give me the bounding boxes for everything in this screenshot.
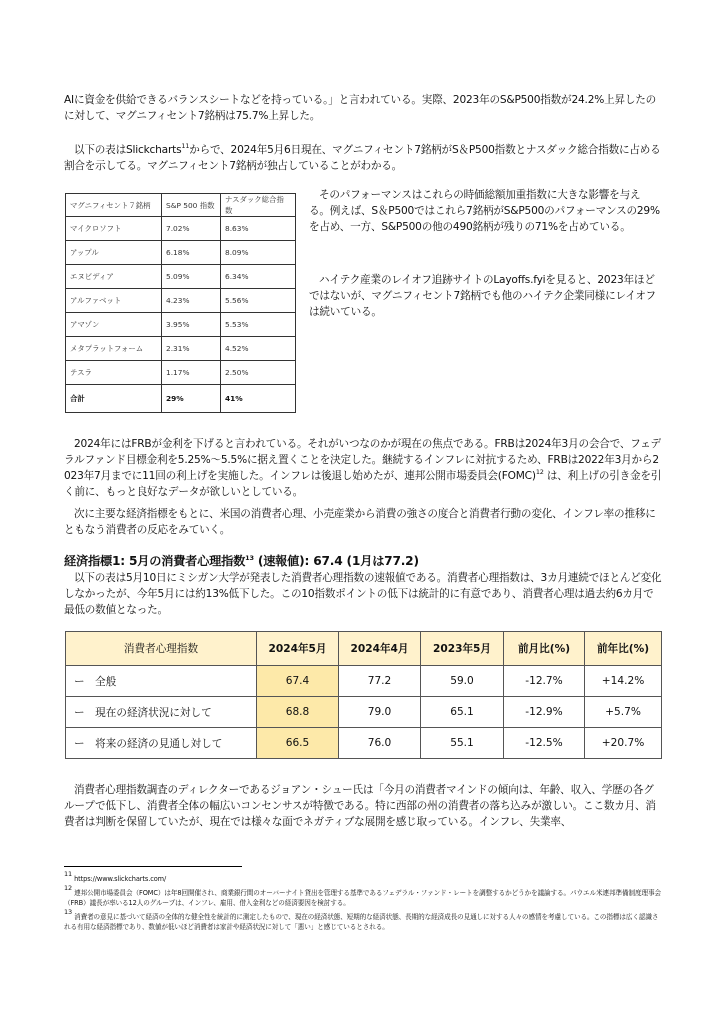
- row-label: ー 現在の経済状況に対して: [66, 697, 257, 728]
- cell: +14.2%: [585, 666, 662, 697]
- table-intro-text-cont: からで、2024年5月6日現在、マグニフィセント7銘柄がS＆P500指数とナスダック総合指数に占める割合を示してる。マグニフィセント7銘柄が独占していることがわかる。: [64, 144, 661, 172]
- heading-text: 経済指標1: 5月の消費者心理指数: [64, 554, 246, 568]
- cell: 65.1: [421, 697, 504, 728]
- cell: 55.1: [421, 728, 504, 759]
- cell: +5.7%: [585, 697, 662, 728]
- total-nasdaq: 41%: [221, 385, 296, 413]
- footnote-ref-12[interactable]: 12: [535, 468, 544, 476]
- header-cell: 消費者心理指数: [66, 632, 257, 666]
- total-label: 合計: [66, 385, 162, 413]
- frb-text-cont: は、利上げの引き金を引く前に、もっと良好なデータが欲しいとしている。: [64, 470, 662, 498]
- table-row: [66, 241, 296, 265]
- header-cell: 2023年5月: [421, 632, 504, 666]
- cell: 5.56%: [221, 289, 296, 313]
- table-intro-text: 以下の表はSlickcharts: [74, 144, 182, 156]
- cell: 8.09%: [221, 241, 296, 265]
- cell: 2.31%: [162, 337, 221, 361]
- cell: アマゾン: [66, 313, 162, 337]
- cell: 6.18%: [162, 241, 221, 265]
- cell-highlight: 67.4: [257, 666, 339, 697]
- footnote-divider: [64, 866, 242, 867]
- footnote-link[interactable]: https://www.slickcharts.com/: [74, 875, 167, 883]
- cell: 2.50%: [221, 361, 296, 385]
- layoffs-paragraph: [309, 272, 661, 320]
- cell: 76.0: [339, 728, 421, 759]
- cell: +20.7%: [585, 728, 662, 759]
- table-header-row: [66, 632, 662, 666]
- indicators-intro-text: 次に主要な経済指標をもとに、米国の消費者心理、小売産業から消費の強さの度合と消費者行動の変化、インフレ率の推移にともなう消費者の反応をみていく。: [64, 508, 656, 536]
- cell: 79.0: [339, 697, 421, 728]
- cell: アップル: [66, 241, 162, 265]
- table-row: [66, 697, 662, 728]
- cell: -12.5%: [504, 728, 585, 759]
- header-cell: 2024年4月: [339, 632, 421, 666]
- footnote-text: 連邦公開市場委員会（FOMC）は年8回開催され、商業銀行間のオーバーナイト貸出を管理する基準であるフェデラル・ファンド・レートを調整するかどうかを議論する。パウエル米連邦準備制度理事会（FRB）議長が率いる12人のグループは、インフレ、雇用、借入金利などの経済要因を検討する。: [64, 889, 661, 907]
- table-row: [66, 361, 296, 385]
- row-label: ー 将来の経済の見通し対して: [66, 728, 257, 759]
- cell: マイクロソフト: [66, 217, 162, 241]
- table-header-row: [66, 194, 296, 217]
- footnote-11: [64, 870, 662, 884]
- header-cell: 前年比(%): [585, 632, 662, 666]
- frb-paragraph: [64, 436, 662, 500]
- section-heading: [64, 552, 662, 569]
- table-row: [66, 289, 296, 313]
- layoffs-text: ハイテク産業のレイオフ追跡サイトのLayoffs.fyiを見ると、2023年ほどではないが、マグニフィセント7銘柄でも他のハイテク企業同様にレイオフは続いている。: [309, 274, 656, 318]
- director-quote-text: 消費者心理指数調査のディレクターであるジョアン・シュー氏は「今月の消費者マインドの傾向は、年齢、収入、学歴の各グループで低下し、消費者全体の幅広いコンセンサスが特徴である。特に西部の州の消費者の落ち込みが激しい。ここ数カ月、消費者は判断を保留していたが、現在では様々な面でネガティブな展開を感じ取っている。インフレ、失業率、: [64, 784, 656, 828]
- footnote-text: 消費者の意見に基づいて経済の全体的な健全性を統計的に測定したもので、現在の経済状態、短期的な経済状態、長期的な経済成長の見通しに対する人々の感情を考慮している。この指標は広く認識される有用な経済指標であり、数値が低いほど消費者は家計や経済状況に対して「悪い」と感じているとされる。: [64, 913, 659, 931]
- header-cell: ナスダック総合指数: [221, 194, 296, 217]
- cell: 59.0: [421, 666, 504, 697]
- footnote-number: 13: [64, 908, 73, 916]
- cell: アルファベット: [66, 289, 162, 313]
- table-total-row: [66, 385, 296, 413]
- cell: 5.53%: [221, 313, 296, 337]
- heading-text-cont: (速報値): 67.4 (1月は77.2): [253, 554, 419, 568]
- cell: -12.7%: [504, 666, 585, 697]
- cell: 77.2: [339, 666, 421, 697]
- cell-highlight: 66.5: [257, 728, 339, 759]
- cell-highlight: 68.8: [257, 697, 339, 728]
- footnote-number: 11: [64, 870, 73, 878]
- table-row: [66, 337, 296, 361]
- cell: テスラ: [66, 361, 162, 385]
- footnote-number: 12: [64, 884, 73, 892]
- cell: 1.17%: [162, 361, 221, 385]
- table-row: [66, 728, 662, 759]
- consumer-sentiment-table: [65, 631, 662, 759]
- indicators-intro-paragraph: [64, 506, 662, 538]
- row-label: ー 全般: [66, 666, 257, 697]
- total-sp500: 29%: [162, 385, 221, 413]
- cell: -12.9%: [504, 697, 585, 728]
- cell: メタプラットフォーム: [66, 337, 162, 361]
- magnificent7-share-table: [65, 193, 296, 413]
- footnote-13: [64, 908, 662, 932]
- footnote-ref-13[interactable]: 13: [245, 554, 254, 562]
- footnote-ref-11[interactable]: 11: [181, 142, 190, 150]
- cell: 7.02%: [162, 217, 221, 241]
- header-cell-highlight: 2024年5月: [257, 632, 339, 666]
- intro-paragraph: AIに資金を供給できるバランスシートなどを持っている。」と言われている。実際、2023年のS&P500指数が24.2%上昇したのに対して、マグニフィセント7銘柄は75.7%上昇した。: [64, 94, 657, 122]
- cell: エヌビディア: [66, 265, 162, 289]
- footnote-12: [64, 884, 662, 908]
- table-row: [66, 666, 662, 697]
- cell: 6.34%: [221, 265, 296, 289]
- table-row: [66, 313, 296, 337]
- csi-intro-paragraph: [64, 570, 662, 618]
- header-cell: S&P 500 指数: [162, 194, 221, 217]
- table-row: [66, 265, 296, 289]
- table-row: [66, 217, 296, 241]
- cell: 5.09%: [162, 265, 221, 289]
- performance-paragraph: [309, 187, 661, 235]
- table-intro-paragraph: [64, 142, 662, 174]
- frb-text: 2024年にはFRBが金利を下げると言われている。それがいつなのかが現在の焦点である。FRBは2024年3月の会合で、フェデラルファンド目標金利を5.25%～5.5%に据え置くことを決定した。継続するインフレに対抗するため、FRBは2022年3月から2023年7月までに11回の利上げを実施した。インフレは後退し始めたが、連邦公開市場委員会(FOMC): [64, 438, 661, 482]
- csi-intro-text: 以下の表は5月10日にミシガン大学が発表した消費者心理指数の速報値である。消費者心理指数は、3カ月連続でほとんど変化しなかったが、今年5月には約13%低下した。この10指数ポイントの低下は統計的に有意であり、消費者心理は過去約6カ月で最低の数値となった。: [64, 572, 662, 616]
- cell: 3.95%: [162, 313, 221, 337]
- cell: 4.23%: [162, 289, 221, 313]
- cell: 8.63%: [221, 217, 296, 241]
- header-cell: 前月比(%): [504, 632, 585, 666]
- director-quote-paragraph: [64, 782, 662, 830]
- cell: 4.52%: [221, 337, 296, 361]
- header-cell: マグニフィセント７銘柄: [66, 194, 162, 217]
- performance-text: そのパフォーマンスはこれらの時価総額加重指数に大きな影響を与える。例えば、S＆P500ではこれら7銘柄がS&P500のパフォーマンスの29%を占め、一方、S&P500の他の490銘柄が残りの71%を占めている。: [309, 189, 660, 233]
